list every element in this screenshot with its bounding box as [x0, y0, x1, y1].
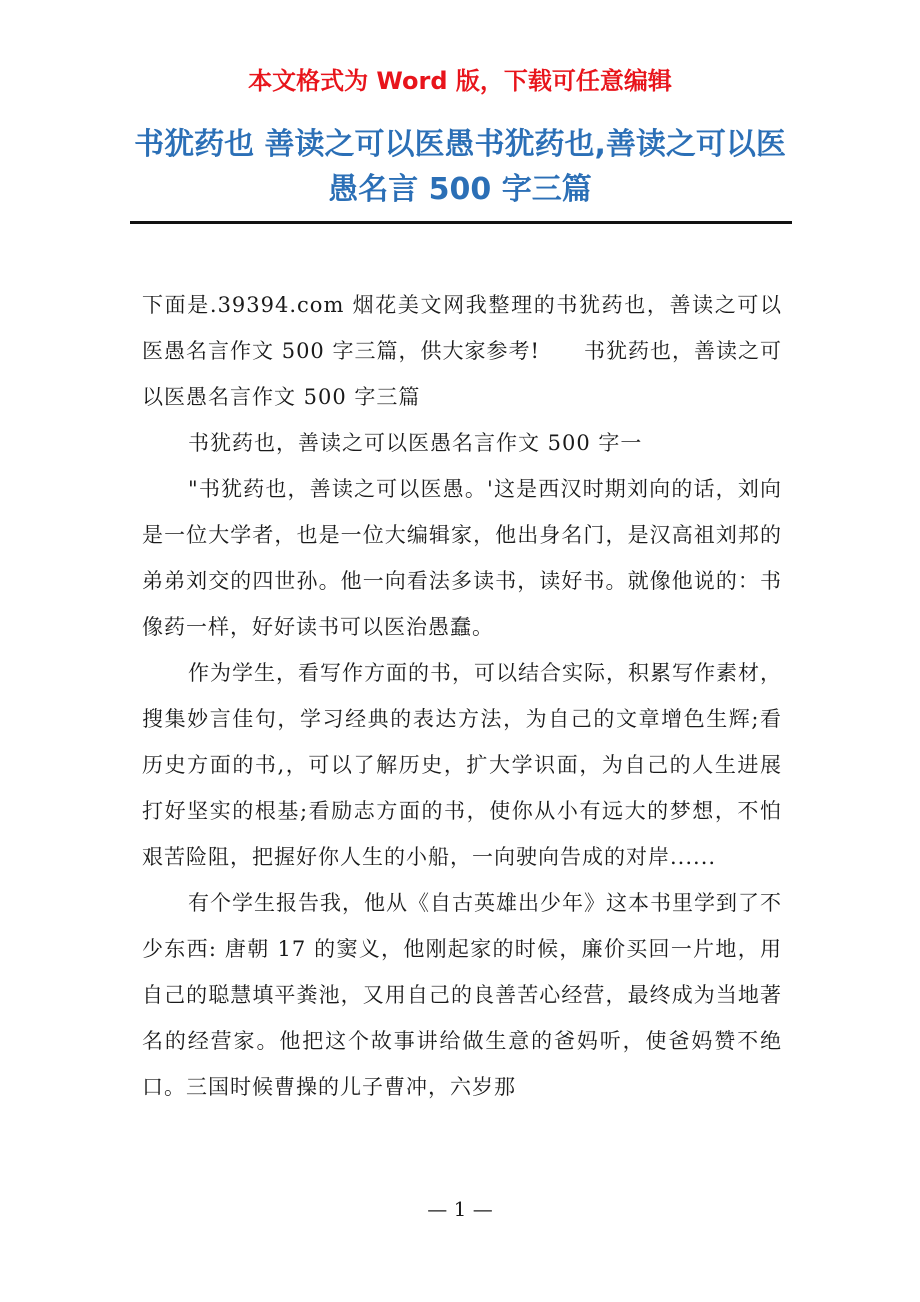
section-heading: 书犹药也，善读之可以医愚名言作文 500 字一 — [188, 431, 643, 455]
document-title: 书犹药也 善读之可以医愚书犹药也,善读之可以医愚名言 500 字三篇 — [134, 127, 786, 207]
page-number: — 1 — — [427, 1197, 493, 1221]
body-paragraph: 有个学生报告我，他从《自古英雄出少年》这本书里学到了不少东西: 唐朝 17 的窦义，他刚起家的时候，廉价买回一片地，用自己的聪慧填平粪池，又用自己的良善苦心经营，最终成为当地著名的经营家。他把这个故事讲给做生意的爸妈听，使爸妈赞不绝口。三国时候曹操的儿子曹冲，六岁那 — [142, 891, 782, 1099]
body-paragraph: 作为学生，看写作方面的书，可以结合实际，积累写作素材，搜集妙言佳句，学习经典的表达方法，为自己的文章增色生辉;看历史方面的书,，可以了解历史，扩大学识面，为自己的人生进展打好坚实的根基;看励志方面的书，使你从小有远大的梦想，不怕艰苦险阻，把握好你人生的小船，一向驶向告成的对岸...... — [142, 661, 782, 869]
title-divider — [130, 221, 792, 224]
format-notice-banner: 本文格式为 Word 版，下载可任意编辑 — [248, 67, 672, 95]
document-body — [142, 282, 782, 1110]
intro-paragraph: 下面是.39394.com 烟花美文网我整理的书犹药也，善读之可以医愚名言作文 500 字三篇，供大家参考! 书犹药也，善读之可以医愚名言作文 500 字三篇 — [142, 293, 782, 409]
body-paragraph: "书犹药也，善读之可以医愚。'这是西汉时期刘向的话，刘向是一位大学者，也是一位大编辑家，他出身名门，是汉高祖刘邦的弟弟刘交的四世孙。他一向看法多读书，读好书。就像他说的：书像药一样，好好读书可以医治愚蠢。 — [142, 477, 782, 639]
